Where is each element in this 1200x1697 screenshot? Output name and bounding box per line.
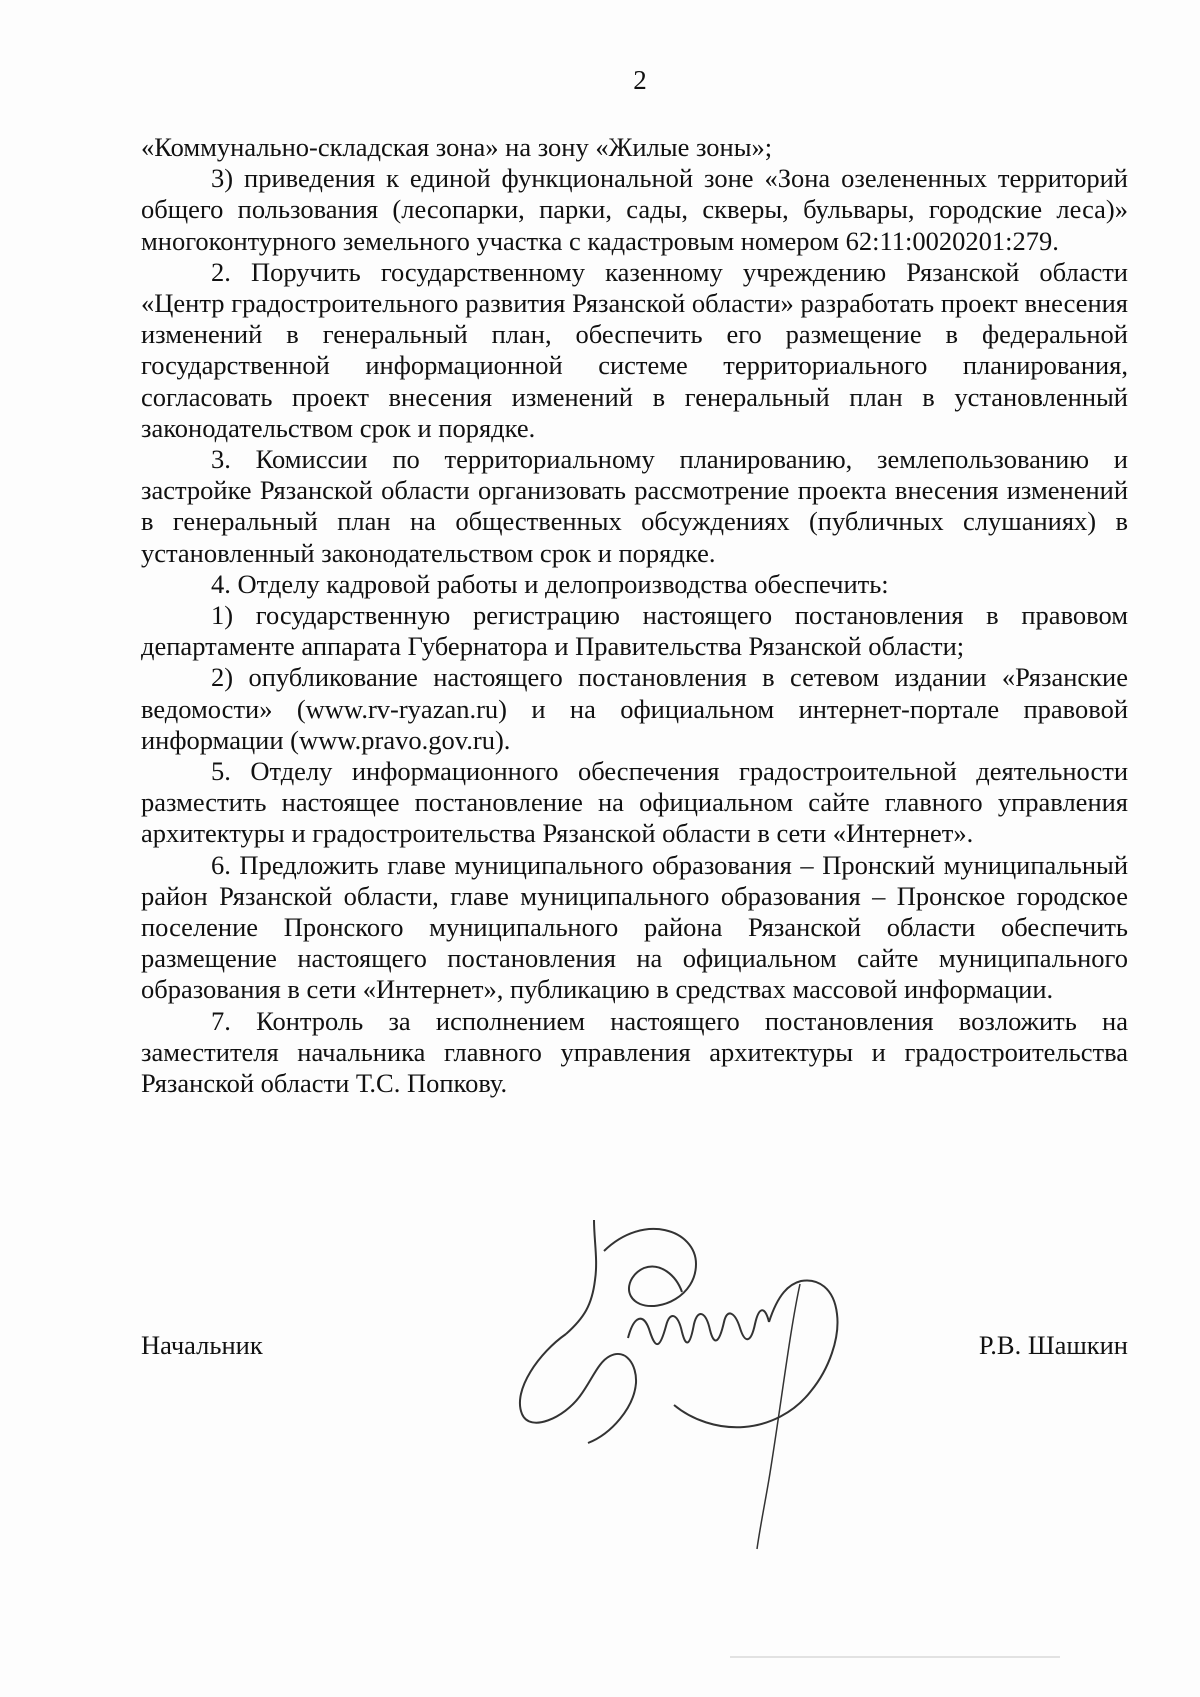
paragraph-item-5: 5. Отделу информационного обеспечения градостроительной деятельности разместить настоящее постановление на официальном сайте главного управления архитектуры и градостроительства Рязанской области в сети «Интернет». [141,756,1128,849]
signatory-title: Начальник [141,1330,263,1360]
paragraph-item-4-1: 1) государственную регистрацию настоящего постановления в правовом департаменте аппарата Губернатора и Правительства Рязанской области; [141,600,1128,662]
paragraph-item-2: 2. Поручить государственному казенному учреждению Рязанской области «Центр градостроительного развития Рязанской области» разработать проект внесения изменений в генеральный план, обеспечить его размещение в федеральной государственной информационной системе территориального планирования, согласовать проект внесения изменений в генеральный план в установленный законодательством срок и порядке. [141,256,1128,443]
paragraph-item-4-2: 2) опубликование настоящего постановления в сетевом издании «Рязанские ведомости» (www.rv-ryazan.ru) и на официальном интернет-портале правовой информации (www.pravo.gov.ru). [141,662,1128,755]
paragraph-item-4: 4. Отделу кадровой работы и делопроизводства обеспечить: [211,568,889,599]
paragraph-item-6: 6. Предложить главе муниципального образования – Пронский муниципальный район Рязанской области, главе муниципального образования – Пронское городское поселение Пронского муниципального района Рязанской области обеспечить размещение настоящего постановления на официальном сайте муниципального образования в сети «Интернет», публикацию в средствах массовой информации. [141,849,1128,1005]
signatory-name: Р.В. Шашкин [978,1330,1128,1360]
document-body [141,132,1128,1099]
page-number: 2 [633,65,647,95]
handwritten-signature [500,1220,900,1550]
paragraph-item-3: 3. Комиссии по территориальному планированию, землепользованию и застройке Рязанской области организовать рассмотрение проекта внесения изменений в генеральный план на общественных обсуждениях (публичных слушаниях) в установленный законодательством срок и порядке. [141,444,1128,568]
paragraph-continuation: «Коммунально-складская зона» на зону «Жилые зоны»; [141,132,773,162]
paragraph-item-7: 7. Контроль за исполнением настоящего постановления возложить на заместителя начальника главного управления архитектуры и градостроительства Рязанской области Т.С. Попкову. [141,1005,1128,1099]
page-edge-line [730,1656,1060,1658]
paragraph-item-1-3: 3) приведения к единой функциональной зоне «Зона озелененных территорий общего пользования (лесопарки, парки, сады, скверы, бульвары, городские леса)» многоконтурного земельного участка с кадастровым номером 62:11:0020201:279. [141,163,1128,256]
